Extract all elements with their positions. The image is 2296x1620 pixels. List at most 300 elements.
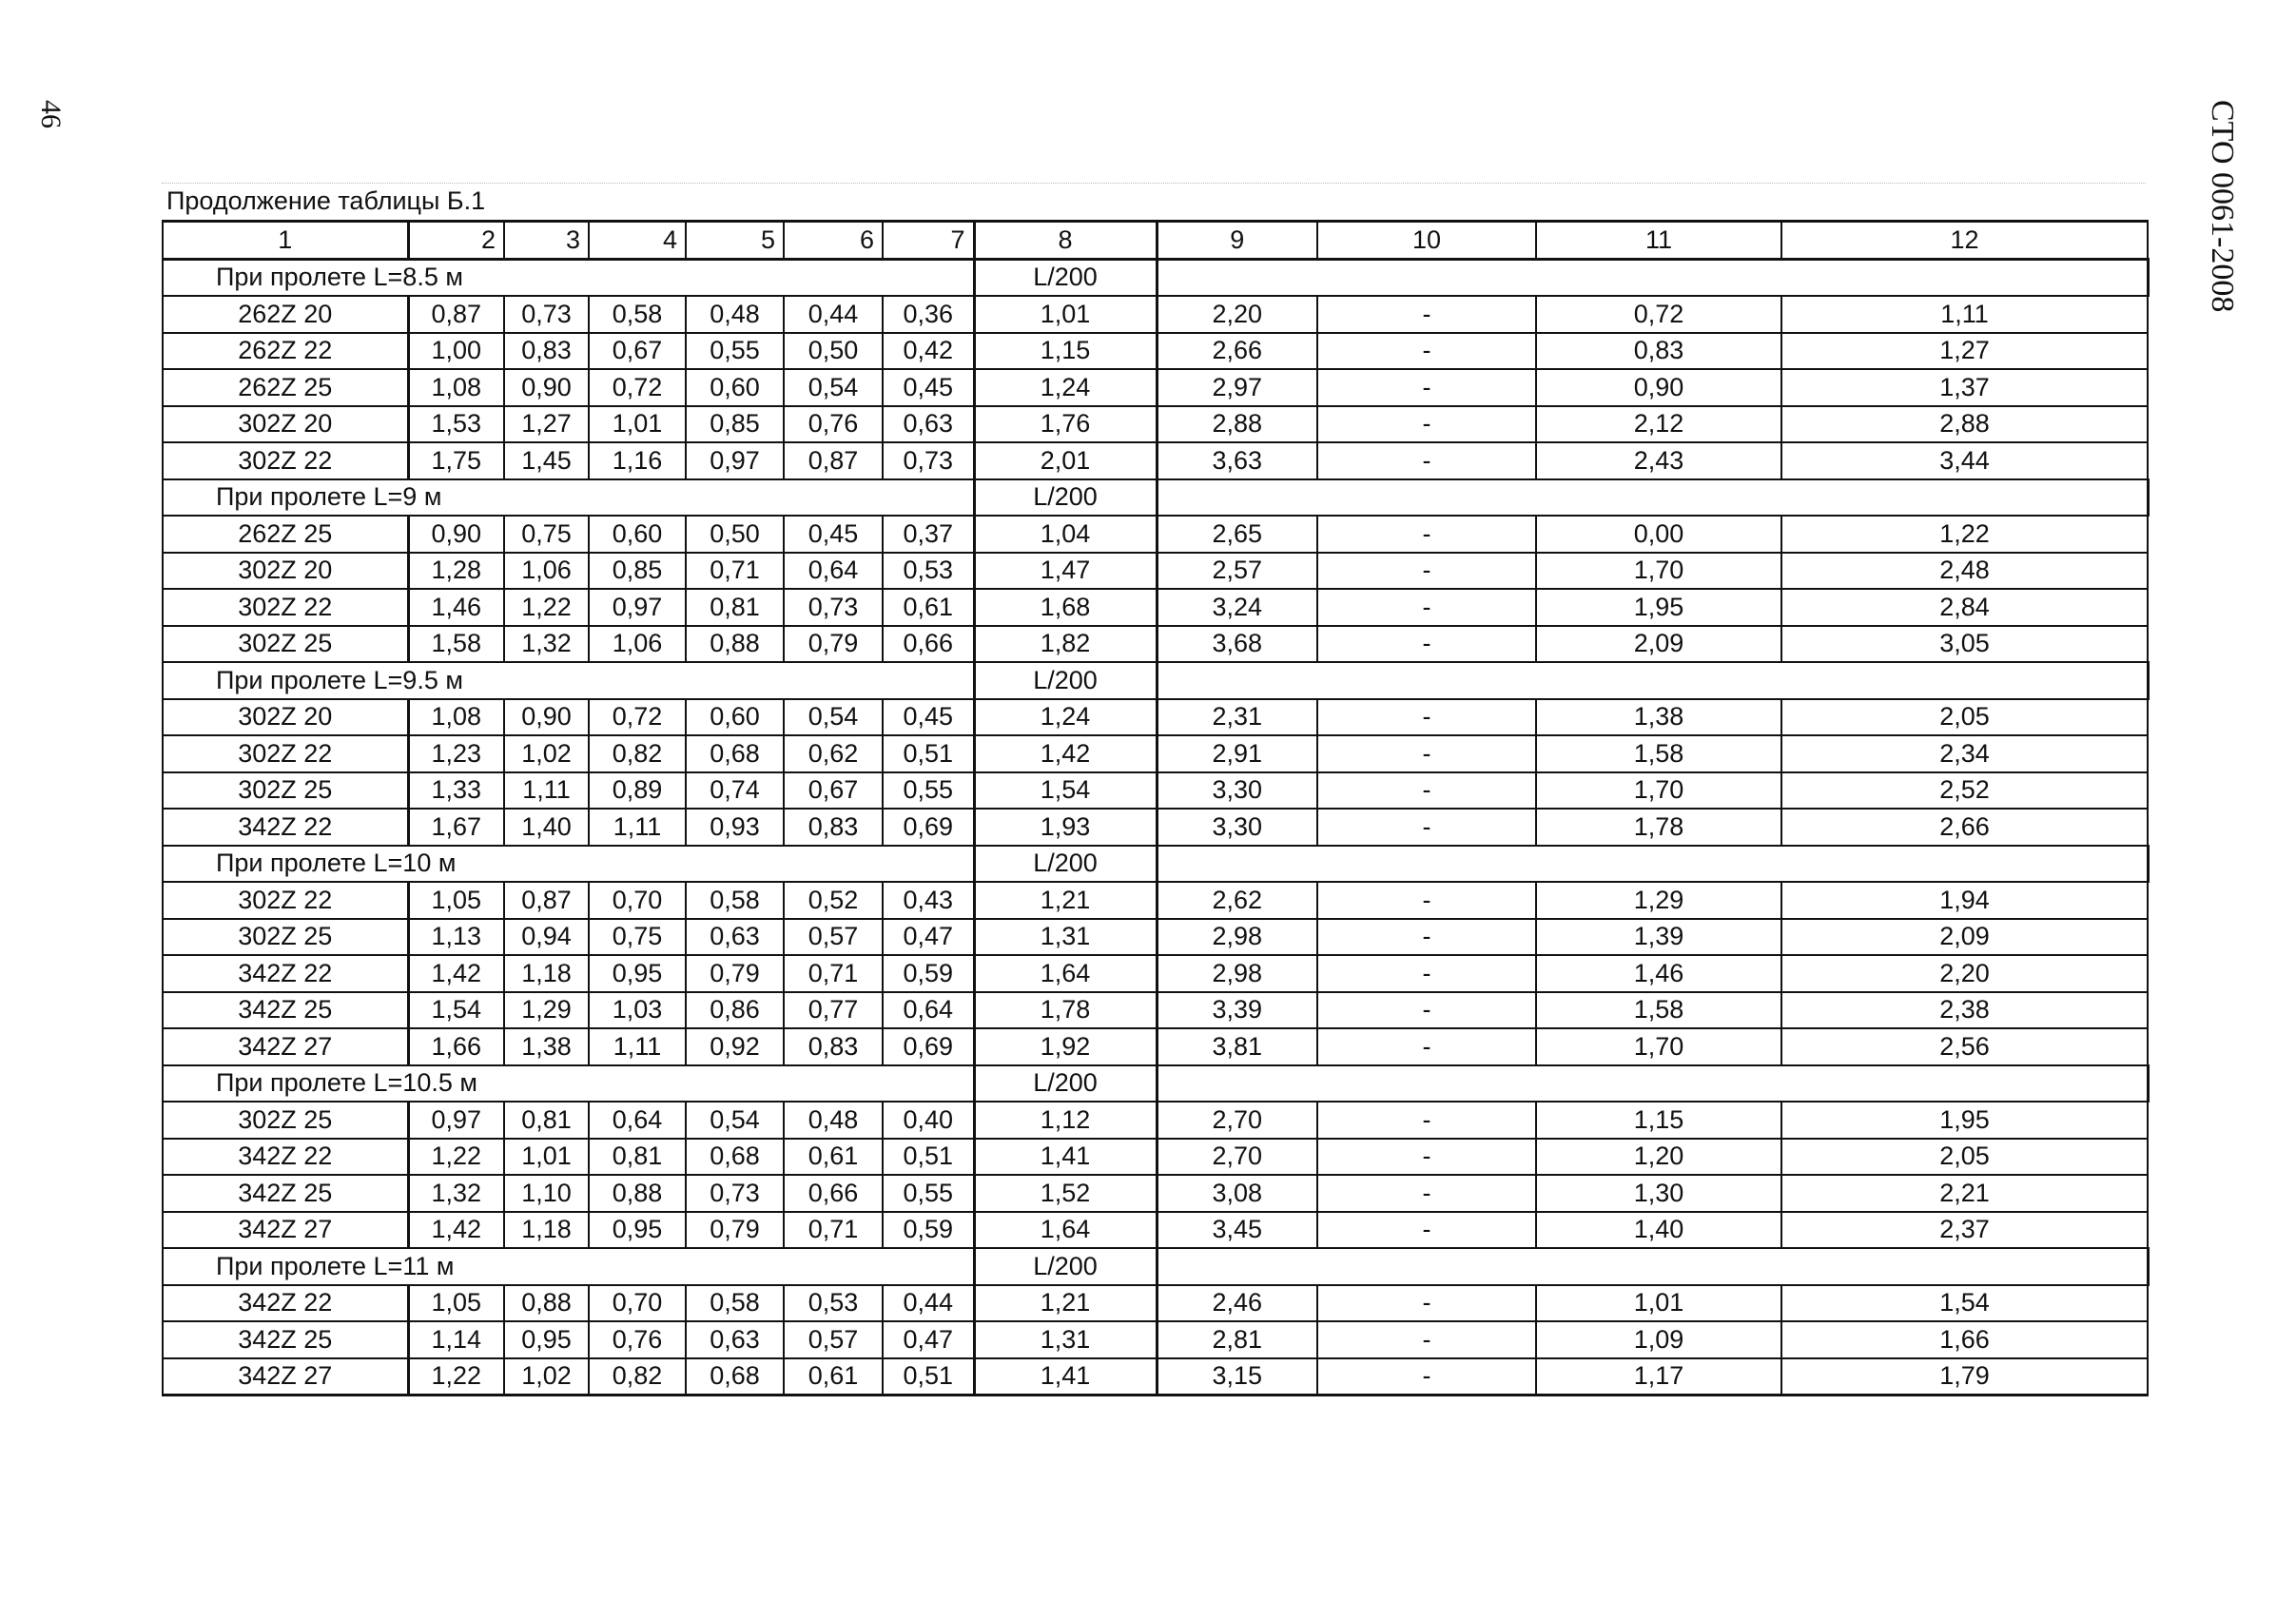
table-row <box>163 1175 2148 1212</box>
value-cell: 0,44 <box>784 296 883 333</box>
deflection-limit: L/200 <box>974 1065 1157 1103</box>
value-cell: 1,31 <box>974 919 1157 956</box>
value-cell: 2,65 <box>1157 516 1317 553</box>
value-cell: 1,79 <box>1781 1358 2148 1396</box>
value-cell: 0,90 <box>408 516 504 553</box>
table-body <box>163 222 2148 1396</box>
value-cell: 1,10 <box>504 1175 589 1212</box>
value-cell: 0,73 <box>784 589 883 626</box>
profile-cell: 262Z 25 <box>163 369 408 406</box>
value-cell: 0,95 <box>589 1212 686 1249</box>
value-cell: 0,50 <box>686 516 784 553</box>
value-cell: 0,75 <box>504 516 589 553</box>
value-cell: 0,83 <box>504 333 589 370</box>
value-cell: 2,34 <box>1781 735 2148 772</box>
table-row <box>163 955 2148 992</box>
value-cell: 2,98 <box>1157 919 1317 956</box>
value-cell: 2,20 <box>1781 955 2148 992</box>
value-cell: 1,37 <box>1781 369 2148 406</box>
value-cell: 2,09 <box>1536 626 1781 663</box>
value-cell: - <box>1317 333 1536 370</box>
value-cell: 1,17 <box>1536 1358 1781 1396</box>
value-cell: 2,88 <box>1781 406 2148 443</box>
value-cell: 2,37 <box>1781 1212 2148 1249</box>
value-cell: 1,64 <box>974 955 1157 992</box>
value-cell: 3,39 <box>1157 992 1317 1029</box>
value-cell: 2,05 <box>1781 699 2148 736</box>
value-cell: 2,57 <box>1157 553 1317 590</box>
value-cell: 2,43 <box>1536 442 1781 479</box>
value-cell: 0,67 <box>589 333 686 370</box>
value-cell: 1,78 <box>974 992 1157 1029</box>
span-group-row <box>163 1065 2148 1103</box>
value-cell: 0,71 <box>686 553 784 590</box>
value-cell: 1,31 <box>974 1321 1157 1358</box>
value-cell: 0,66 <box>784 1175 883 1212</box>
header-row <box>163 222 2148 260</box>
value-cell: 1,28 <box>408 553 504 590</box>
value-cell: 0,71 <box>784 955 883 992</box>
value-cell: 0,00 <box>1536 516 1781 553</box>
table-row <box>163 553 2148 590</box>
value-cell: - <box>1317 735 1536 772</box>
value-cell: 0,90 <box>504 699 589 736</box>
blank-cell <box>1157 662 2148 699</box>
value-cell: 0,90 <box>504 369 589 406</box>
value-cell: - <box>1317 442 1536 479</box>
value-cell: - <box>1317 699 1536 736</box>
value-cell: 1,40 <box>1536 1212 1781 1249</box>
value-cell: 1,11 <box>1781 296 2148 333</box>
value-cell: - <box>1317 919 1536 956</box>
value-cell: 0,92 <box>686 1028 784 1065</box>
table-row <box>163 1102 2148 1139</box>
value-cell: 0,73 <box>504 296 589 333</box>
value-cell: 1,53 <box>408 406 504 443</box>
value-cell: 1,41 <box>974 1358 1157 1396</box>
profile-cell: 342Z 25 <box>163 992 408 1029</box>
value-cell: - <box>1317 992 1536 1029</box>
value-cell: 1,78 <box>1536 809 1781 846</box>
value-cell: 3,15 <box>1157 1358 1317 1396</box>
value-cell: 1,24 <box>974 369 1157 406</box>
table-row <box>163 369 2148 406</box>
profile-cell: 302Z 25 <box>163 772 408 810</box>
value-cell: - <box>1317 369 1536 406</box>
value-cell: 1,00 <box>408 333 504 370</box>
value-cell: 2,20 <box>1157 296 1317 333</box>
value-cell: 2,56 <box>1781 1028 2148 1065</box>
span-label: При пролете L=9.5 м <box>163 662 974 699</box>
value-cell: 0,47 <box>883 1321 974 1358</box>
value-cell: 0,55 <box>686 333 784 370</box>
value-cell: 1,92 <box>974 1028 1157 1065</box>
column-header-7: 7 <box>883 222 974 260</box>
value-cell: 2,38 <box>1781 992 2148 1029</box>
profile-cell: 342Z 22 <box>163 809 408 846</box>
value-cell: 1,64 <box>974 1212 1157 1249</box>
value-cell: 0,53 <box>784 1285 883 1322</box>
value-cell: 0,88 <box>504 1285 589 1322</box>
value-cell: - <box>1317 1358 1536 1396</box>
value-cell: 1,08 <box>408 369 504 406</box>
value-cell: 1,32 <box>408 1175 504 1212</box>
table-row <box>163 406 2148 443</box>
value-cell: 3,30 <box>1157 809 1317 846</box>
value-cell: 0,59 <box>883 955 974 992</box>
value-cell: 3,81 <box>1157 1028 1317 1065</box>
value-cell: - <box>1317 553 1536 590</box>
value-cell: 0,79 <box>686 1212 784 1249</box>
value-cell: 1,39 <box>1536 919 1781 956</box>
table-row <box>163 772 2148 810</box>
value-cell: 0,60 <box>686 699 784 736</box>
value-cell: 1,02 <box>504 735 589 772</box>
value-cell: 1,12 <box>974 1102 1157 1139</box>
value-cell: 0,89 <box>589 772 686 810</box>
value-cell: - <box>1317 589 1536 626</box>
value-cell: 0,87 <box>408 296 504 333</box>
value-cell: 1,68 <box>974 589 1157 626</box>
value-cell: - <box>1317 1321 1536 1358</box>
value-cell: 1,09 <box>1536 1321 1781 1358</box>
value-cell: 0,61 <box>784 1139 883 1176</box>
value-cell: 1,38 <box>504 1028 589 1065</box>
value-cell: 0,73 <box>883 442 974 479</box>
profile-cell: 342Z 27 <box>163 1358 408 1396</box>
value-cell: 0,55 <box>883 1175 974 1212</box>
table-row <box>163 1321 2148 1358</box>
table-row <box>163 1285 2148 1322</box>
value-cell: 3,44 <box>1781 442 2148 479</box>
value-cell: 1,23 <box>408 735 504 772</box>
value-cell: 0,51 <box>883 735 974 772</box>
profile-cell: 262Z 22 <box>163 333 408 370</box>
value-cell: 1,75 <box>408 442 504 479</box>
value-cell: 1,30 <box>1536 1175 1781 1212</box>
value-cell: 1,54 <box>974 772 1157 810</box>
value-cell: 1,67 <box>408 809 504 846</box>
value-cell: - <box>1317 772 1536 810</box>
value-cell: 0,73 <box>686 1175 784 1212</box>
value-cell: - <box>1317 1102 1536 1139</box>
value-cell: 2,62 <box>1157 882 1317 919</box>
value-cell: 0,83 <box>784 809 883 846</box>
value-cell: - <box>1317 1175 1536 1212</box>
value-cell: 1,15 <box>974 333 1157 370</box>
value-cell: 1,58 <box>408 626 504 663</box>
value-cell: 1,29 <box>504 992 589 1029</box>
value-cell: 1,15 <box>1536 1102 1781 1139</box>
blank-cell <box>1157 1065 2148 1103</box>
value-cell: 0,70 <box>589 1285 686 1322</box>
profile-cell: 302Z 22 <box>163 735 408 772</box>
value-cell: 1,01 <box>1536 1285 1781 1322</box>
value-cell: 2,84 <box>1781 589 2148 626</box>
value-cell: 1,01 <box>974 296 1157 333</box>
profile-cell: 342Z 25 <box>163 1321 408 1358</box>
value-cell: 0,44 <box>883 1285 974 1322</box>
table-row <box>163 296 2148 333</box>
value-cell: 1,54 <box>408 992 504 1029</box>
value-cell: 1,22 <box>504 589 589 626</box>
value-cell: 0,64 <box>784 553 883 590</box>
value-cell: 1,22 <box>408 1358 504 1396</box>
blank-cell <box>1157 1248 2148 1285</box>
value-cell: 0,37 <box>883 516 974 553</box>
value-cell: 0,45 <box>883 369 974 406</box>
value-cell: 2,81 <box>1157 1321 1317 1358</box>
value-cell: 0,63 <box>686 919 784 956</box>
profile-cell: 262Z 20 <box>163 296 408 333</box>
value-cell: 0,95 <box>589 955 686 992</box>
span-group-row <box>163 662 2148 699</box>
value-cell: 0,86 <box>686 992 784 1029</box>
value-cell: 0,95 <box>504 1321 589 1358</box>
value-cell: 1,95 <box>1781 1102 2148 1139</box>
value-cell: 1,82 <box>974 626 1157 663</box>
profile-cell: 302Z 20 <box>163 553 408 590</box>
value-cell: 0,85 <box>686 406 784 443</box>
value-cell: 1,40 <box>504 809 589 846</box>
value-cell: 1,54 <box>1781 1285 2148 1322</box>
value-cell: 0,75 <box>589 919 686 956</box>
value-cell: 1,20 <box>1536 1139 1781 1176</box>
value-cell: 0,74 <box>686 772 784 810</box>
deflection-limit: L/200 <box>974 846 1157 883</box>
profile-cell: 342Z 27 <box>163 1028 408 1065</box>
value-cell: 2,09 <box>1781 919 2148 956</box>
value-cell: 1,70 <box>1536 1028 1781 1065</box>
value-cell: 0,79 <box>784 626 883 663</box>
value-cell: 2,98 <box>1157 955 1317 992</box>
value-cell: 1,42 <box>408 1212 504 1249</box>
value-cell: 0,58 <box>589 296 686 333</box>
column-header-8: 8 <box>974 222 1157 260</box>
value-cell: 0,60 <box>589 516 686 553</box>
value-cell: 1,02 <box>504 1358 589 1396</box>
value-cell: 0,57 <box>784 919 883 956</box>
value-cell: 0,63 <box>686 1321 784 1358</box>
value-cell: 0,51 <box>883 1358 974 1396</box>
profile-cell: 302Z 20 <box>163 406 408 443</box>
value-cell: 1,42 <box>408 955 504 992</box>
value-cell: 2,52 <box>1781 772 2148 810</box>
value-cell: 1,58 <box>1536 992 1781 1029</box>
value-cell: 1,94 <box>1781 882 2148 919</box>
column-header-1: 1 <box>163 222 408 260</box>
value-cell: 0,93 <box>686 809 784 846</box>
value-cell: - <box>1317 296 1536 333</box>
value-cell: 0,51 <box>883 1139 974 1176</box>
value-cell: 0,54 <box>686 1102 784 1139</box>
value-cell: - <box>1317 1285 1536 1322</box>
value-cell: 1,05 <box>408 1285 504 1322</box>
value-cell: 0,79 <box>686 955 784 992</box>
value-cell: 2,21 <box>1781 1175 2148 1212</box>
value-cell: 2,70 <box>1157 1139 1317 1176</box>
table-row <box>163 1028 2148 1065</box>
value-cell: 1,11 <box>504 772 589 810</box>
span-label: При пролете L=8.5 м <box>163 259 974 296</box>
value-cell: 1,38 <box>1536 699 1781 736</box>
value-cell: 3,45 <box>1157 1212 1317 1249</box>
value-cell: 0,97 <box>408 1102 504 1139</box>
value-cell: 0,59 <box>883 1212 974 1249</box>
value-cell: 0,83 <box>784 1028 883 1065</box>
value-cell: 1,24 <box>974 699 1157 736</box>
value-cell: 0,55 <box>883 772 974 810</box>
value-cell: 0,76 <box>589 1321 686 1358</box>
column-header-11: 11 <box>1536 222 1781 260</box>
value-cell: 1,08 <box>408 699 504 736</box>
value-cell: 3,05 <box>1781 626 2148 663</box>
value-cell: 0,43 <box>883 882 974 919</box>
value-cell: 2,12 <box>1536 406 1781 443</box>
profile-cell: 342Z 27 <box>163 1212 408 1249</box>
value-cell: 0,45 <box>883 699 974 736</box>
value-cell: 0,85 <box>589 553 686 590</box>
value-cell: 1,45 <box>504 442 589 479</box>
value-cell: 0,48 <box>784 1102 883 1139</box>
value-cell: 1,76 <box>974 406 1157 443</box>
span-label: При пролете L=11 м <box>163 1248 974 1285</box>
value-cell: 1,21 <box>974 882 1157 919</box>
value-cell: 0,82 <box>589 735 686 772</box>
span-group-row <box>163 1248 2148 1285</box>
value-cell: - <box>1317 955 1536 992</box>
value-cell: 2,88 <box>1157 406 1317 443</box>
profile-cell: 302Z 22 <box>163 589 408 626</box>
value-cell: 0,67 <box>784 772 883 810</box>
value-cell: - <box>1317 1028 1536 1065</box>
value-cell: 0,77 <box>784 992 883 1029</box>
table-row <box>163 589 2148 626</box>
value-cell: 0,83 <box>1536 333 1781 370</box>
profile-cell: 342Z 25 <box>163 1175 408 1212</box>
deflection-limit: L/200 <box>974 1248 1157 1285</box>
value-cell: 0,72 <box>1536 296 1781 333</box>
column-header-3: 3 <box>504 222 589 260</box>
value-cell: 1,46 <box>408 589 504 626</box>
value-cell: 0,81 <box>504 1102 589 1139</box>
value-cell: 0,47 <box>883 919 974 956</box>
value-cell: 1,05 <box>408 882 504 919</box>
value-cell: 1,70 <box>1536 772 1781 810</box>
value-cell: 0,58 <box>686 1285 784 1322</box>
value-cell: 0,54 <box>784 699 883 736</box>
column-header-9: 9 <box>1157 222 1317 260</box>
column-header-5: 5 <box>686 222 784 260</box>
value-cell: 0,81 <box>686 589 784 626</box>
value-cell: 1,11 <box>589 1028 686 1065</box>
value-cell: - <box>1317 1139 1536 1176</box>
value-cell: 0,97 <box>686 442 784 479</box>
column-header-2: 2 <box>408 222 504 260</box>
column-header-6: 6 <box>784 222 883 260</box>
value-cell: 1,95 <box>1536 589 1781 626</box>
value-cell: 1,93 <box>974 809 1157 846</box>
value-cell: 0,87 <box>504 882 589 919</box>
value-cell: 1,14 <box>408 1321 504 1358</box>
value-cell: 0,71 <box>784 1212 883 1249</box>
value-cell: 2,70 <box>1157 1102 1317 1139</box>
profile-cell: 342Z 22 <box>163 1285 408 1322</box>
value-cell: 0,36 <box>883 296 974 333</box>
value-cell: 1,06 <box>589 626 686 663</box>
value-cell: 1,70 <box>1536 553 1781 590</box>
data-table <box>162 220 2150 1396</box>
value-cell: 0,87 <box>784 442 883 479</box>
value-cell: 1,21 <box>974 1285 1157 1322</box>
value-cell: 1,27 <box>1781 333 2148 370</box>
profile-cell: 302Z 25 <box>163 626 408 663</box>
span-group-row <box>163 259 2148 296</box>
profile-cell: 302Z 22 <box>163 882 408 919</box>
table-row <box>163 735 2148 772</box>
value-cell: 1,03 <box>589 992 686 1029</box>
value-cell: 2,31 <box>1157 699 1317 736</box>
value-cell: 1,01 <box>504 1139 589 1176</box>
value-cell: 1,52 <box>974 1175 1157 1212</box>
value-cell: 3,68 <box>1157 626 1317 663</box>
value-cell: 0,94 <box>504 919 589 956</box>
value-cell: 0,69 <box>883 1028 974 1065</box>
document-code: СТО 0061-2008 <box>2205 100 2240 313</box>
value-cell: 1,58 <box>1536 735 1781 772</box>
value-cell: 0,97 <box>589 589 686 626</box>
value-cell: 0,81 <box>589 1139 686 1176</box>
profile-cell: 302Z 25 <box>163 919 408 956</box>
table-row <box>163 992 2148 1029</box>
value-cell: 0,76 <box>784 406 883 443</box>
span-label: При пролете L=9 м <box>163 479 974 517</box>
value-cell: 3,24 <box>1157 589 1317 626</box>
value-cell: 2,97 <box>1157 369 1317 406</box>
profile-cell: 262Z 25 <box>163 516 408 553</box>
value-cell: 0,63 <box>883 406 974 443</box>
value-cell: 0,68 <box>686 735 784 772</box>
table-row <box>163 1212 2148 1249</box>
value-cell: - <box>1317 516 1536 553</box>
column-header-4: 4 <box>589 222 686 260</box>
profile-cell: 342Z 22 <box>163 1139 408 1176</box>
value-cell: 0,50 <box>784 333 883 370</box>
page-number: 46 <box>35 100 67 128</box>
value-cell: 1,22 <box>408 1139 504 1176</box>
value-cell: - <box>1317 626 1536 663</box>
table-caption: Продолжение таблицы Б.1 <box>166 186 486 215</box>
value-cell: 1,22 <box>1781 516 2148 553</box>
blank-cell <box>1157 846 2148 883</box>
value-cell: 2,66 <box>1781 809 2148 846</box>
value-cell: 0,62 <box>784 735 883 772</box>
value-cell: 0,42 <box>883 333 974 370</box>
value-cell: 1,41 <box>974 1139 1157 1176</box>
value-cell: 1,18 <box>504 1212 589 1249</box>
value-cell: - <box>1317 882 1536 919</box>
value-cell: 0,54 <box>784 369 883 406</box>
table-row <box>163 442 2148 479</box>
value-cell: 0,52 <box>784 882 883 919</box>
table-row <box>163 1139 2148 1176</box>
value-cell: 1,47 <box>974 553 1157 590</box>
value-cell: 1,66 <box>408 1028 504 1065</box>
value-cell: 0,45 <box>784 516 883 553</box>
profile-cell: 302Z 25 <box>163 1102 408 1139</box>
value-cell: - <box>1317 809 1536 846</box>
table-row <box>163 882 2148 919</box>
